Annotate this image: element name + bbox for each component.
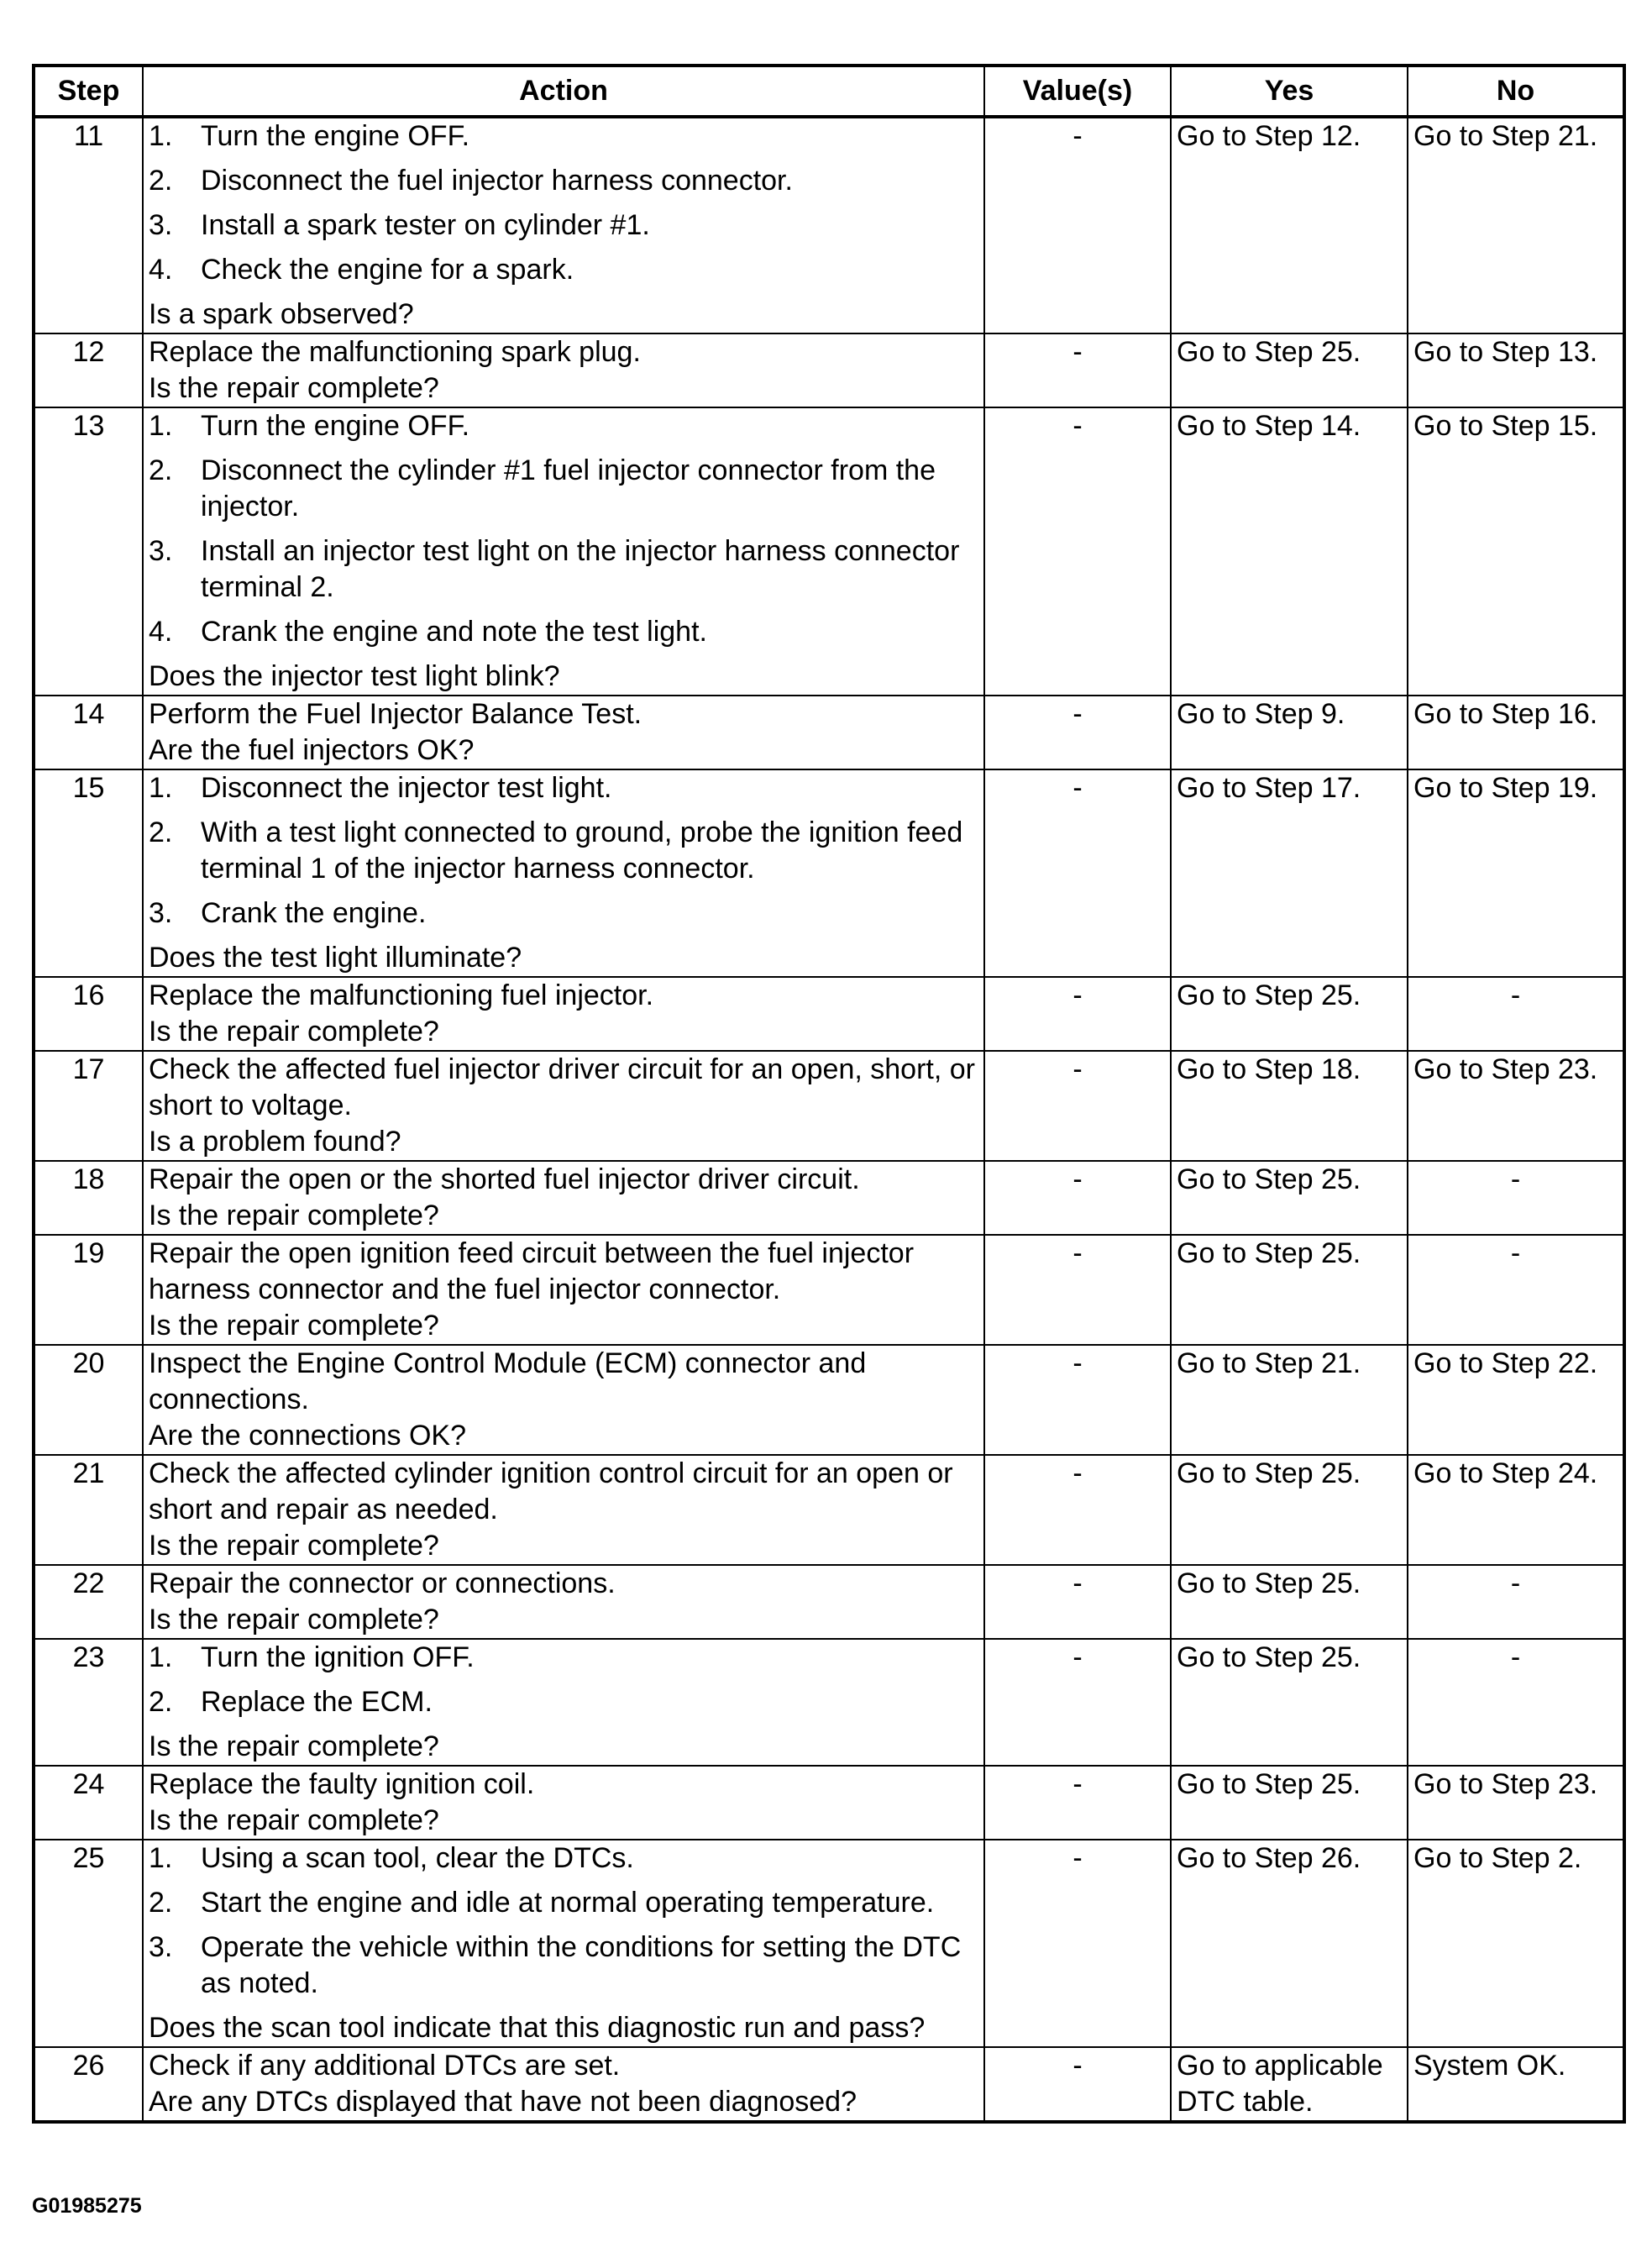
action-text: Check if any additional DTCs are set. xyxy=(149,2050,621,2082)
yes-cell: Go to Step 9. xyxy=(1171,696,1408,769)
no-cell: Go to Step 19. xyxy=(1408,769,1624,977)
header-row xyxy=(34,66,1624,117)
table-body xyxy=(34,117,1624,2122)
action-question: Is a problem found? xyxy=(149,1126,401,1158)
action-question: Is the repair complete? xyxy=(149,372,439,404)
value-cell: - xyxy=(984,117,1171,333)
yes-cell: Go to Step 14. xyxy=(1171,407,1408,696)
substep-number: 2. xyxy=(149,1686,173,1718)
step-number: 25 xyxy=(34,1840,143,2047)
yes-cell: Go to Step 25. xyxy=(1171,1639,1408,1766)
step-number: 24 xyxy=(34,1766,143,1840)
yes-cell: Go to Step 25. xyxy=(1171,1565,1408,1639)
substep-number: 4. xyxy=(149,616,173,648)
step-number: 16 xyxy=(34,977,143,1051)
action-substep xyxy=(149,118,978,155)
substep-number: 2. xyxy=(149,816,173,848)
action-cell xyxy=(143,407,984,696)
yes-cell: Go to Step 25. xyxy=(1171,333,1408,407)
value-cell: - xyxy=(984,1766,1171,1840)
action-cell xyxy=(143,1639,984,1766)
substep-text: Disconnect the cylinder #1 fuel injector connector from the injector. xyxy=(201,454,936,522)
value-cell: - xyxy=(984,2047,1171,2122)
action-cell xyxy=(143,1565,984,1639)
yes-cell: Go to Step 25. xyxy=(1171,1455,1408,1565)
action-question: Is the repair complete? xyxy=(149,1310,439,1342)
header-values: Value(s) xyxy=(984,66,1171,117)
no-cell: Go to Step 2. xyxy=(1408,1840,1624,2047)
substep-text: Turn the ignition OFF. xyxy=(201,1641,475,1673)
yes-cell: Go to Step 25. xyxy=(1171,1235,1408,1345)
action-cell xyxy=(143,1840,984,2047)
action-cell xyxy=(143,1051,984,1161)
action-substep xyxy=(149,1885,978,1921)
no-cell: System OK. xyxy=(1408,2047,1624,2122)
substep-text: Disconnect the injector test light. xyxy=(201,772,612,804)
action-substep xyxy=(149,770,978,806)
no-cell: - xyxy=(1408,1639,1624,1766)
action-cell xyxy=(143,1455,984,1565)
substep-number: 2. xyxy=(149,1887,173,1919)
no-cell: Go to Step 16. xyxy=(1408,696,1624,769)
no-cell: Go to Step 24. xyxy=(1408,1455,1624,1565)
substep-text: Disconnect the fuel injector harness connector. xyxy=(201,165,793,197)
action-question: Does the injector test light blink? xyxy=(149,660,560,692)
table-row xyxy=(34,1345,1624,1455)
substep-number: 3. xyxy=(149,1931,173,1963)
action-text: Replace the malfunctioning spark plug. xyxy=(149,336,641,368)
value-cell: - xyxy=(984,1639,1171,1766)
action-question: Is the repair complete? xyxy=(149,1530,439,1562)
action-substep xyxy=(149,815,978,887)
substep-number: 1. xyxy=(149,120,173,152)
substep-text: Crank the engine. xyxy=(201,897,427,929)
action-text: Inspect the Engine Control Module (ECM) connector and connections. xyxy=(149,1347,867,1415)
action-cell xyxy=(143,1161,984,1235)
no-cell: - xyxy=(1408,977,1624,1051)
step-number: 14 xyxy=(34,696,143,769)
substep-number: 3. xyxy=(149,535,173,567)
substep-text: Operate the vehicle within the conditions for setting the DTC as noted. xyxy=(201,1931,962,1999)
action-cell xyxy=(143,977,984,1051)
no-cell: - xyxy=(1408,1161,1624,1235)
action-text: Repair the open or the shorted fuel injector driver circuit. xyxy=(149,1163,860,1195)
yes-cell: Go to Step 12. xyxy=(1171,117,1408,333)
substep-number: 1. xyxy=(149,772,173,804)
table-row xyxy=(34,1161,1624,1235)
action-substep xyxy=(149,1684,978,1720)
substep-text: Using a scan tool, clear the DTCs. xyxy=(201,1842,634,1874)
action-substep xyxy=(149,453,978,525)
substep-number: 3. xyxy=(149,209,173,241)
action-substep xyxy=(149,207,978,244)
table-row xyxy=(34,1565,1624,1639)
action-cell xyxy=(143,1235,984,1345)
value-cell: - xyxy=(984,1051,1171,1161)
header-yes: Yes xyxy=(1171,66,1408,117)
header-step: Step xyxy=(34,66,143,117)
no-cell: - xyxy=(1408,1565,1624,1639)
step-number: 18 xyxy=(34,1161,143,1235)
action-substep xyxy=(149,408,978,444)
diagnostic-table-container xyxy=(32,64,1623,2124)
substep-number: 3. xyxy=(149,897,173,929)
step-number: 15 xyxy=(34,769,143,977)
action-question: Is a spark observed? xyxy=(149,298,414,330)
action-cell xyxy=(143,1766,984,1840)
action-cell xyxy=(143,696,984,769)
value-cell: - xyxy=(984,1455,1171,1565)
yes-cell: Go to Step 25. xyxy=(1171,977,1408,1051)
action-substep xyxy=(149,1840,978,1877)
action-text: Repair the open ignition feed circuit between the fuel injector harness connector and the fuel injector connector. xyxy=(149,1237,915,1305)
action-cell xyxy=(143,769,984,977)
table-row xyxy=(34,333,1624,407)
yes-cell: Go to applicable DTC table. xyxy=(1171,2047,1408,2122)
table-row xyxy=(34,407,1624,696)
header-action: Action xyxy=(143,66,984,117)
action-text: Check the affected fuel injector driver circuit for an open, short, or short to voltage. xyxy=(149,1053,975,1121)
action-substep xyxy=(149,533,978,606)
table-row xyxy=(34,117,1624,333)
table-row xyxy=(34,2047,1624,2122)
yes-cell: Go to Step 21. xyxy=(1171,1345,1408,1455)
yes-cell: Go to Step 25. xyxy=(1171,1766,1408,1840)
diagnostic-table xyxy=(32,64,1626,2124)
table-row xyxy=(34,1766,1624,1840)
header-no: No xyxy=(1408,66,1624,117)
action-question: Is the repair complete? xyxy=(149,1730,439,1762)
action-substep xyxy=(149,614,978,650)
action-question: Is the repair complete? xyxy=(149,1804,439,1836)
step-number: 23 xyxy=(34,1639,143,1766)
action-question: Is the repair complete? xyxy=(149,1604,439,1636)
action-substep xyxy=(149,163,978,199)
step-number: 22 xyxy=(34,1565,143,1639)
value-cell: - xyxy=(984,769,1171,977)
action-question: Are the fuel injectors OK? xyxy=(149,734,475,766)
no-cell: Go to Step 15. xyxy=(1408,407,1624,696)
no-cell: Go to Step 23. xyxy=(1408,1766,1624,1840)
action-question: Is the repair complete? xyxy=(149,1016,439,1047)
substep-text: Check the engine for a spark. xyxy=(201,254,574,286)
value-cell: - xyxy=(984,696,1171,769)
table-row xyxy=(34,696,1624,769)
action-substep xyxy=(149,895,978,932)
yes-cell: Go to Step 25. xyxy=(1171,1161,1408,1235)
no-cell: Go to Step 13. xyxy=(1408,333,1624,407)
action-text: Repair the connector or connections. xyxy=(149,1567,616,1599)
value-cell: - xyxy=(984,1565,1171,1639)
substep-text: Start the engine and idle at normal operating temperature. xyxy=(201,1887,935,1919)
step-number: 11 xyxy=(34,117,143,333)
action-question: Are any DTCs displayed that have not been diagnosed? xyxy=(149,2086,857,2118)
action-substep xyxy=(149,1930,978,2002)
substep-number: 2. xyxy=(149,165,173,197)
action-text: Replace the faulty ignition coil. xyxy=(149,1768,535,1800)
substep-text: Install an injector test light on the injector harness connector terminal 2. xyxy=(201,535,960,603)
substep-number: 1. xyxy=(149,410,173,442)
substep-text: Crank the engine and note the test light. xyxy=(201,616,707,648)
table-row xyxy=(34,1235,1624,1345)
step-number: 13 xyxy=(34,407,143,696)
figure-id: G01985275 xyxy=(32,2194,142,2218)
action-text: Replace the malfunctioning fuel injector. xyxy=(149,979,654,1011)
table-row xyxy=(34,1051,1624,1161)
no-cell: - xyxy=(1408,1235,1624,1345)
step-number: 19 xyxy=(34,1235,143,1345)
value-cell: - xyxy=(984,1345,1171,1455)
substep-text: With a test light connected to ground, probe the ignition feed terminal 1 of the injector harness connector. xyxy=(201,816,963,885)
value-cell: - xyxy=(984,977,1171,1051)
substep-number: 4. xyxy=(149,254,173,286)
no-cell: Go to Step 23. xyxy=(1408,1051,1624,1161)
value-cell: - xyxy=(984,1161,1171,1235)
table-row xyxy=(34,769,1624,977)
action-cell xyxy=(143,333,984,407)
substep-text: Replace the ECM. xyxy=(201,1686,433,1718)
substep-number: 2. xyxy=(149,454,173,486)
action-substep xyxy=(149,252,978,288)
substep-text: Turn the engine OFF. xyxy=(201,120,470,152)
substep-number: 1. xyxy=(149,1641,173,1673)
action-cell xyxy=(143,1345,984,1455)
step-number: 12 xyxy=(34,333,143,407)
value-cell: - xyxy=(984,1840,1171,2047)
step-number: 20 xyxy=(34,1345,143,1455)
no-cell: Go to Step 21. xyxy=(1408,117,1624,333)
substep-text: Install a spark tester on cylinder #1. xyxy=(201,209,650,241)
substep-number: 1. xyxy=(149,1842,173,1874)
step-number: 21 xyxy=(34,1455,143,1565)
yes-cell: Go to Step 18. xyxy=(1171,1051,1408,1161)
step-number: 17 xyxy=(34,1051,143,1161)
action-substep xyxy=(149,1640,978,1676)
value-cell: - xyxy=(984,1235,1171,1345)
action-cell xyxy=(143,117,984,333)
action-cell xyxy=(143,2047,984,2122)
value-cell: - xyxy=(984,407,1171,696)
yes-cell: Go to Step 17. xyxy=(1171,769,1408,977)
table-row xyxy=(34,977,1624,1051)
no-cell: Go to Step 22. xyxy=(1408,1345,1624,1455)
action-question: Does the scan tool indicate that this diagnostic run and pass? xyxy=(149,2012,926,2044)
action-question: Does the test light illuminate? xyxy=(149,942,522,974)
table-row xyxy=(34,1840,1624,2047)
action-text: Perform the Fuel Injector Balance Test. xyxy=(149,698,642,730)
action-question: Is the repair complete? xyxy=(149,1200,439,1231)
step-number: 26 xyxy=(34,2047,143,2122)
action-text: Check the affected cylinder ignition control circuit for an open or short and repair as needed. xyxy=(149,1457,953,1525)
action-question: Are the connections OK? xyxy=(149,1420,467,1452)
yes-cell: Go to Step 26. xyxy=(1171,1840,1408,2047)
table-row xyxy=(34,1455,1624,1565)
value-cell: - xyxy=(984,333,1171,407)
substep-text: Turn the engine OFF. xyxy=(201,410,470,442)
table-row xyxy=(34,1639,1624,1766)
